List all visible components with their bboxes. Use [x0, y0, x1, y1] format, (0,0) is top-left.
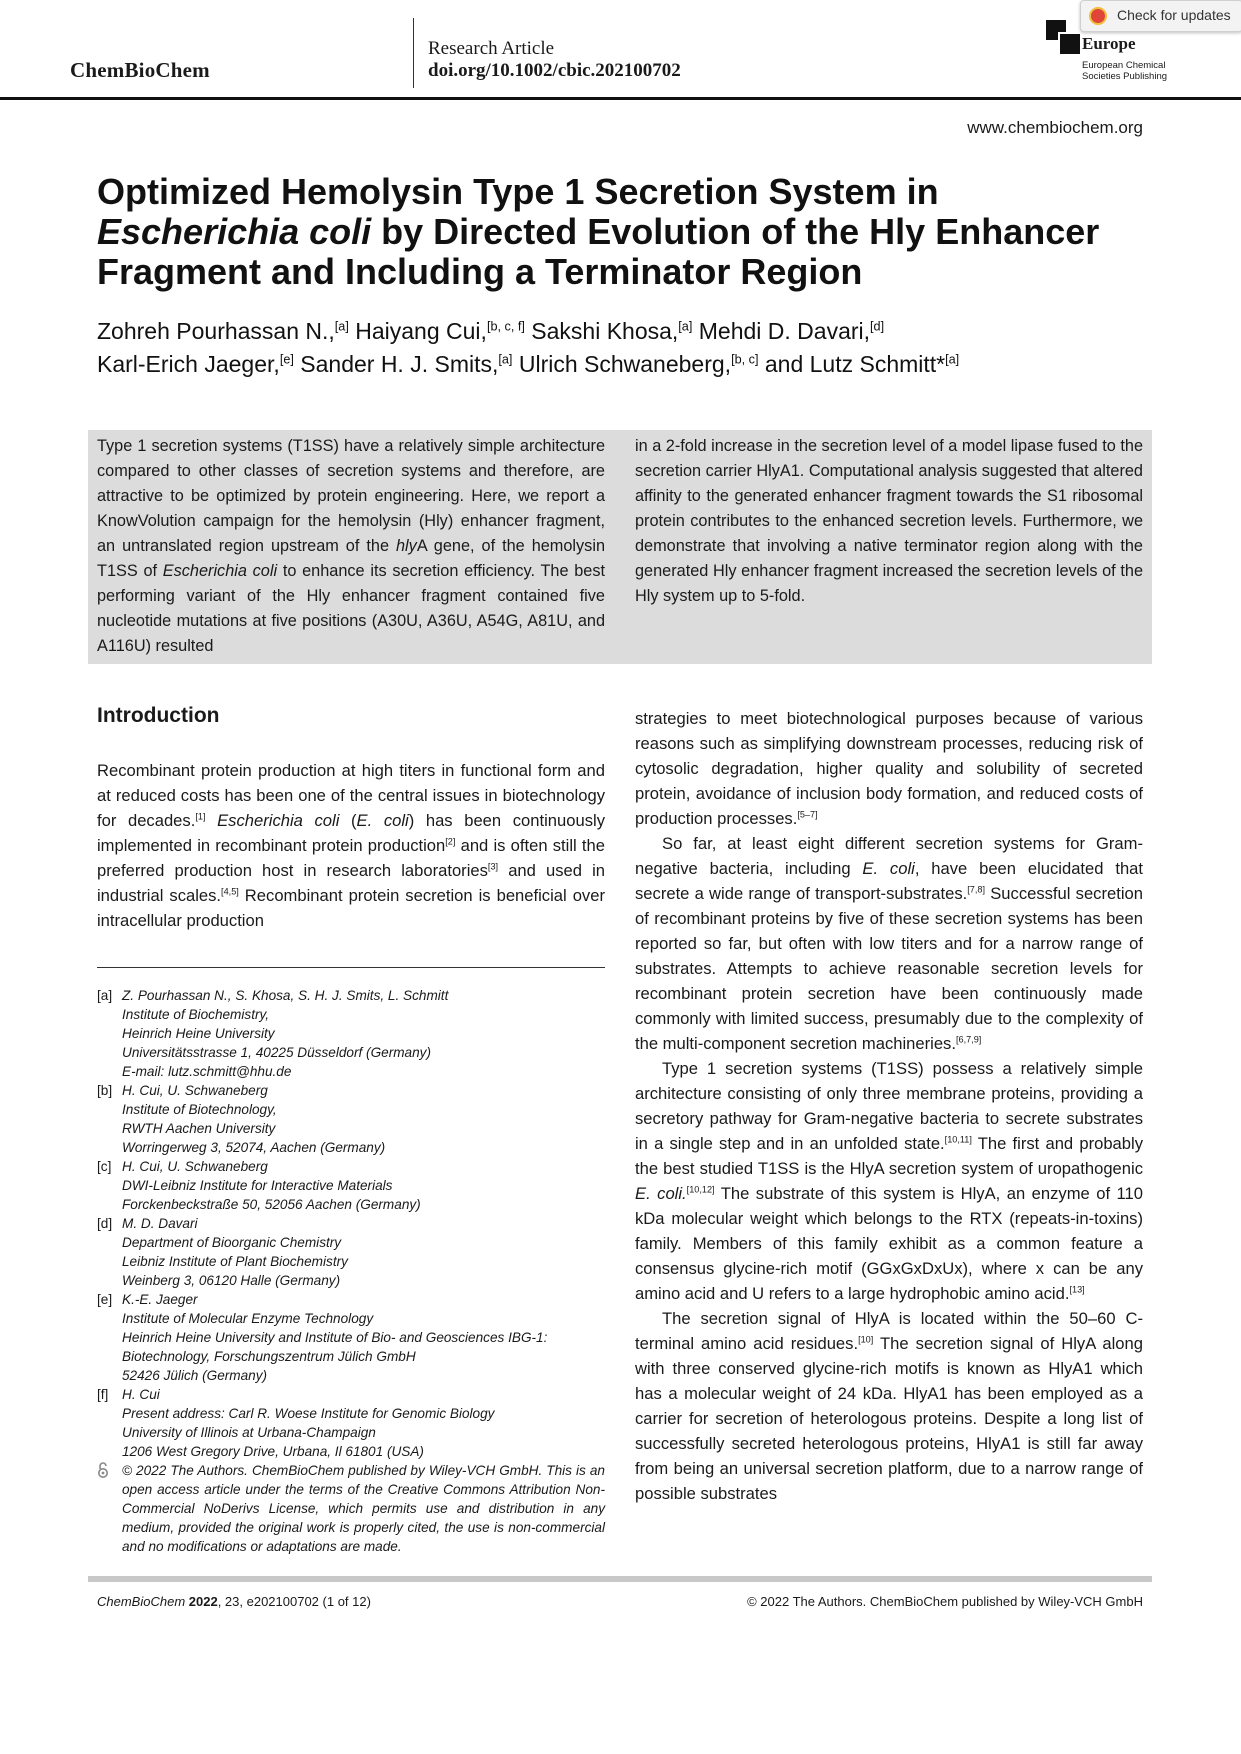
affiliation: [e] K.-E. Jaeger Institute of Molecular Enzyme Technology Heinrich Heine University and Institute of Bio- and Geosciences IBG-1: Biotechnology, Forschungszentrum Jülich GmbH 52426 Jülich (Germany): [97, 1292, 548, 1383]
license-note: [97, 1461, 605, 1556]
footer-rule: [88, 1576, 1152, 1582]
title-line-1: Optimized Hemolysin Type 1 Secretion System in: [97, 171, 939, 212]
abstract-right-column: in a 2-fold increase in the secretion level of a model lipase fused to the secretion carrier HlyA1. Computational analysis suggested that altered affinity to the generated enhancer fragment towards the S1 ribosomal protein contributes to the enhanced secretion levels. Furthermore, we demonstrate that involving a native terminator region along with the generated Hly enhancer fragment increased the secretion levels of the Hly system up to 5-fold.: [635, 437, 1143, 605]
title-line-2: Escherichia coli by Directed Evolution of the Hly Enhancer: [97, 211, 1100, 252]
header-rule: [0, 97, 1241, 100]
journal-name: ChemBioChem: [70, 58, 210, 82]
logo-subtitle-2: Societies Publishing: [1082, 71, 1168, 82]
affiliations: [97, 986, 605, 1461]
author: Sander H. J. Smits,[a]: [300, 351, 513, 377]
intro-left-paragraph: Recombinant protein production at high titers in functional form and at reduced costs has been one of the central issues in biotechnology for decades.[1] Escherichia coli (E. coli) has been continuously implemented in recombinant protein production[2] and is often still the preferred production host in research laboratories[3] and used in industrial scales.[4,5] Recombinant protein secretion is beneficial over intracellular production: [97, 761, 605, 930]
affiliation: [a] Z. Pourhassan N., S. Khosa, S. H. J. Smits, L. Schmitt Institute of Biochemistry, Heinrich Heine University Universitätsstrasse 1, 40225 Düsseldorf (Germany) E-mail: lutz.schmitt@hhu.de: [97, 986, 605, 1081]
license-text: © 2022 The Authors. ChemBioChem published by Wiley-VCH GmbH. This is an open access article under the terms of the Creative Commons Attribution Non-Commercial NoDerivs License, which permits use and distribution in any medium, provided the original work is properly cited, the use is non-commercial and no modifications or adaptations are made.: [122, 1463, 605, 1554]
check-for-updates-button[interactable]: [1080, 0, 1241, 32]
paragraph: strategies to meet biotechnological purposes because of various reasons such as simplifying downstream processes, reducing risk of cytosolic degradation, higher quality and solubility of secreted protein, avoidance of inclusion body formation, and reduced costs of production processes.[5–7]: [635, 709, 1143, 828]
title-species: Escherichia coli: [97, 211, 372, 252]
author: Mehdi D. Davari,[d]: [698, 318, 885, 344]
abstract-left-column: Type 1 secretion systems (T1SS) have a relatively simple architecture compared to other classes of secretion systems and therefore, are attractive to be optimized by protein engineering. Here, we report a KnowVolution campaign for the hemolysin (Hly) enhancer fragment, an untranslated region upstream of the hlyA gene, of the hemolysin T1SS of Escherichia coli to enhance its secretion efficiency. The best performing variant of the Hly enhancer fragment contained five nucleotide mutations at five positions (A30U, A36U, A54G, A81U, and A116U) resulted: [97, 437, 605, 655]
author: Haiyang Cui,[b, c, f]: [355, 318, 525, 344]
paragraph: So far, at least eight different secretion systems for Gram-negative bacteria, including E. coli, have been elucidated that secrete a wide range of transport-substrates.[7,8] Successful secretion of recombinant proteins by five of these secretion systems has been reported so far, but often with low titers and for a narrow range of substrates. Attempts to achieve reasonable secretion levels for recombinant protein secretion have been continuously made commonly with limited success, presumably due to the complexity of the multi-component secretion machineries.[6,7,9]: [635, 834, 1144, 1053]
affiliation: [f] H. Cui Present address: Carl R. Woese Institute for Genomic Biology University of Illinois at Urbana-Champaign 1206 West Gregory Drive, Urbana, Il 61801 (USA): [97, 1387, 495, 1459]
author: Zohreh Pourhassan N.,[a]: [97, 318, 349, 344]
author: Karl-Erich Jaeger,[e]: [97, 351, 294, 377]
footer-copyright: © 2022 The Authors. ChemBioChem published by Wiley-VCH GmbH: [747, 1594, 1143, 1609]
affiliation: [c] H. Cui, U. Schwaneberg DWI-Leibniz Institute for Interactive Materials Forckenbeckstraße 50, 52056 Aachen (Germany): [97, 1159, 421, 1212]
author: Sakshi Khosa,[a]: [531, 318, 693, 344]
intro-right-column: [635, 706, 1143, 1506]
author: Ulrich Schwaneberg,[b, c]: [518, 351, 759, 377]
logo-word: Europe: [1082, 34, 1136, 53]
footer-citation: ChemBioChem 2022, 23, e202100702 (1 of 12): [97, 1594, 371, 1609]
title-line-3: Fragment and Including a Terminator Region: [97, 251, 863, 292]
paragraph: Type 1 secretion systems (T1SS) possess a relatively simple architecture consisting of only three membrane proteins, providing a secretory pathway for Gram-negative bacteria to secrete substrates in a single step and in an unfolded state.[10,11] The first and probably the best studied T1SS is the HlyA secretion system of uropathogenic E. coli.[10,12] The substrate of this system is HlyA, an enzyme of 110 kDa molecular weight which belongs to the RTX (repeats-in-toxins) family. Members of this family exhibit as a common feature a consensus glycine-rich motif (GGxGxDxUx), where x can be any amino acid and U refers to a large hydrophobic amino acid.[13]: [635, 1059, 1143, 1303]
author-list: [97, 315, 1157, 381]
article-type: Research Article: [428, 38, 555, 59]
logo-subtitle-1: European Chemical: [1082, 60, 1166, 71]
crossmark-icon: [1089, 7, 1107, 25]
check-for-updates-label: Check for updates: [1117, 7, 1231, 23]
author: and Lutz Schmitt*[a]: [764, 351, 960, 377]
abstract-box: [88, 430, 1152, 664]
contact-email[interactable]: E-mail: lutz.schmitt@hhu.de: [122, 1064, 292, 1079]
chemistry-europe-logo-icon: [1046, 20, 1080, 54]
paragraph: The secretion signal of HlyA is located within the 50–60 C-terminal amino acid residues.[10] The secretion signal of HlyA along with three conserved glycine-rich motifs is known as HlyA1 which has a molecular weight of 24 kDa. HlyA1 has been employed as a carrier for secretion of heterologous proteins. Despite a long list of successfully secreted heterologous proteins, HlyA1 is still far away from being an universal secretion platform, due to a narrow range of possible substrates: [635, 1309, 1143, 1503]
footnote-rule: [97, 967, 605, 968]
doi-link[interactable]: doi.org/10.1002/cbic.202100702: [428, 60, 681, 81]
article-title: [97, 172, 1157, 292]
affiliation: [d] M. D. Davari Department of Bioorganic Chemistry Leibniz Institute of Plant Biochemistry Weinberg 3, 06120 Halle (Germany): [97, 1216, 348, 1288]
affiliation: [b] H. Cui, U. Schwaneberg Institute of Biotechnology, RWTH Aachen University Worringerweg 3, 52074, Aachen (Germany): [97, 1083, 386, 1155]
journal-website[interactable]: www.chembiochem.org: [967, 118, 1143, 137]
section-heading-introduction: Introduction: [97, 704, 220, 727]
open-access-icon: [97, 1462, 109, 1478]
header-divider: [413, 18, 414, 88]
